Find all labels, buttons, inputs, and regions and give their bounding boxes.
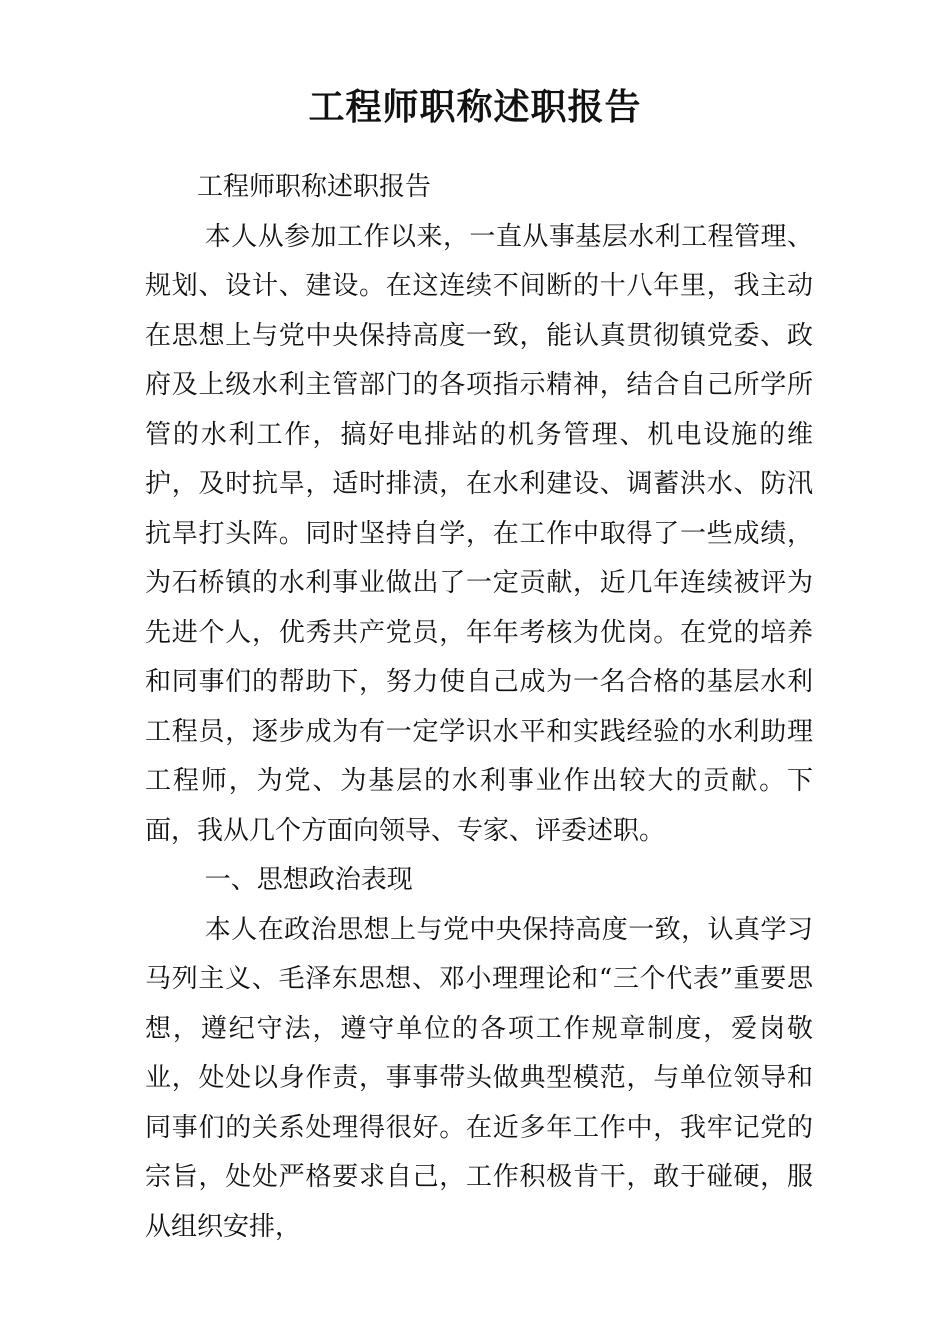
document-title: 工程师职称述职报告: [308, 86, 642, 128]
body-paragraph: 本人在政治思想上与党中央保持高度一致，认真学习马列主义、毛泽东思想、邓小理理论和“三个代表”重要思想，遵纪守法，遵守单位的各项工作规章制度，爱岗敬业，处处以身作责，事事带头做典型模范，与单位领导和同事们的关系处理得很好。在近多年工作中，我牢记党的宗旨，处处严格要求自己，工作积极肯干，敢于碰硬，服从组织安排，: [145, 914, 813, 1242]
body-paragraph: 本人从参加工作以来，一直从事基层水利工程管理、规划、设计、建设。在这连续不间断的十八年里，我主动在思想上与党中央保持高度一致，能认真贯彻镇党委、政府及上级水利主管部门的各项指示精神，结合自己所学所管的水利工作，搞好电排站的机务管理、机电设施的维护，及时抗旱，适时排渍，在水利建设、调蓄洪水、防汛抗旱打头阵。同时坚持自学，在工作中取得了一些成绩，为石桥镇的水利事业做出了一定贡献，近几年连续被评为先进个人，优秀共产党员，年年考核为优岗。在党的培养和同事们的帮助下，努力使自己成为一名合格的基层水利工程员，逐步成为有一定学识水平和实践经验的水利助理工程师，为党、为基层的水利事业作出较大的贡献。下面，我从几个方面向领导、专家、评委述职。: [145, 221, 813, 846]
document-subtitle: 工程师职称述职报告: [197, 172, 432, 202]
document-body: [145, 163, 813, 1252]
section-heading: 一、思想政治表现: [204, 865, 413, 895]
